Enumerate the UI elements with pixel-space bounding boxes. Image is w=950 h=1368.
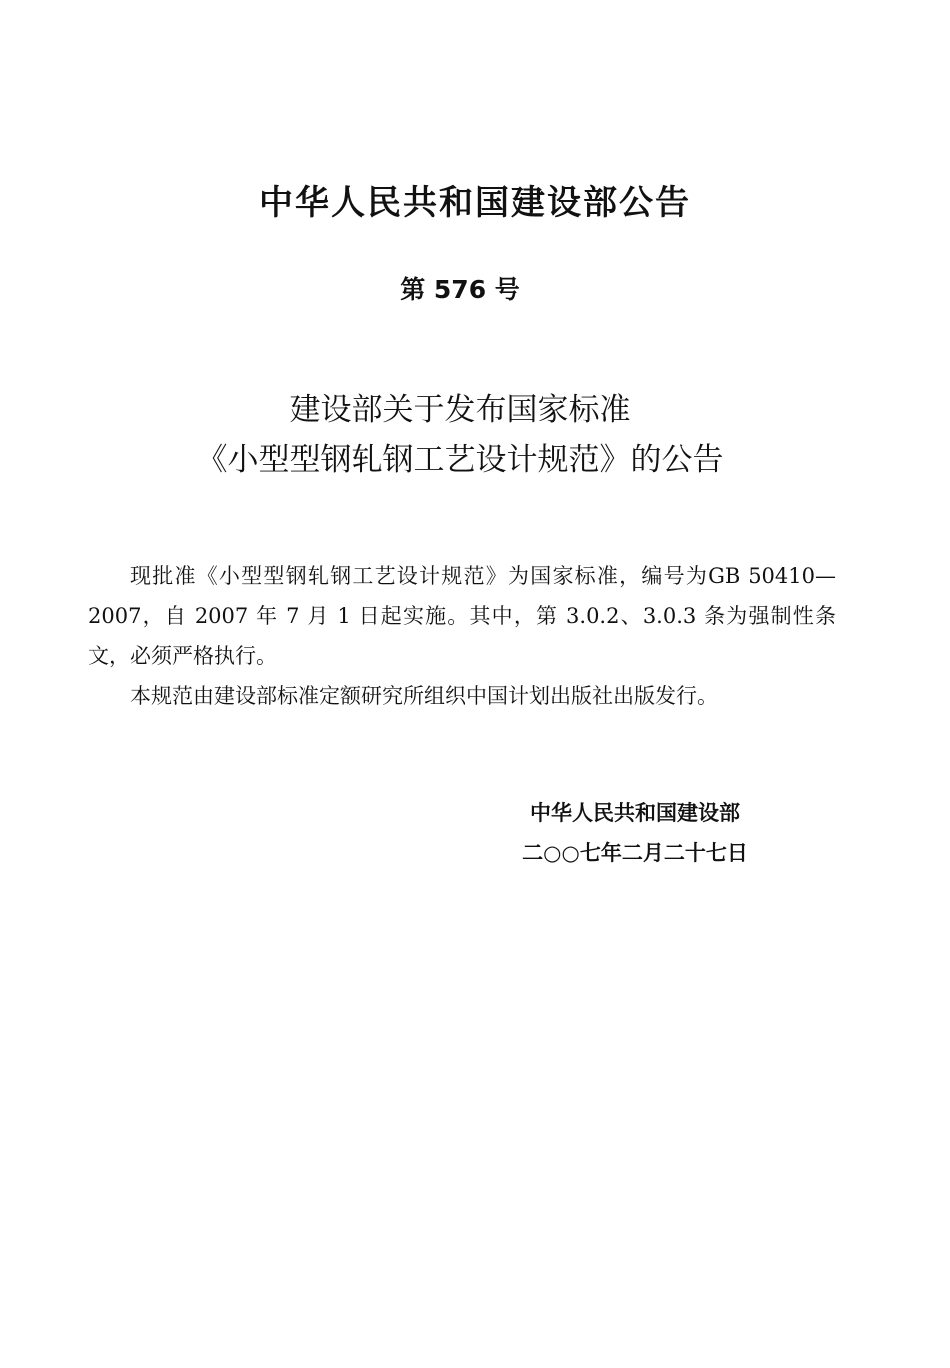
page-title: 中华人民共和国建设部公告 bbox=[259, 183, 691, 223]
subtitle-line-2: 《小型型钢轧钢工艺设计规范》的公告 bbox=[196, 442, 724, 478]
subtitle-line-1: 建设部关于发布国家标准 bbox=[289, 392, 631, 428]
issuing-organization: 中华人民共和国建设部 bbox=[530, 801, 740, 825]
issue-date: 二○○七年二月二十七日 bbox=[522, 841, 748, 865]
body-text bbox=[88, 556, 836, 716]
body-paragraph-1: 现批准《小型型钢轧钢工艺设计规范》为国家标准，编号为GB 50410—2007，自 2007 年 7 月 1 日起实施。其中，第 3.0.2、3.0.3 条为强制性条文，必须严格执行。 bbox=[88, 564, 836, 668]
notice-number: 第 576 号 bbox=[400, 275, 520, 304]
body-paragraph-2: 本规范由建设部标准定额研究所组织中国计划出版社出版发行。 bbox=[130, 684, 718, 708]
